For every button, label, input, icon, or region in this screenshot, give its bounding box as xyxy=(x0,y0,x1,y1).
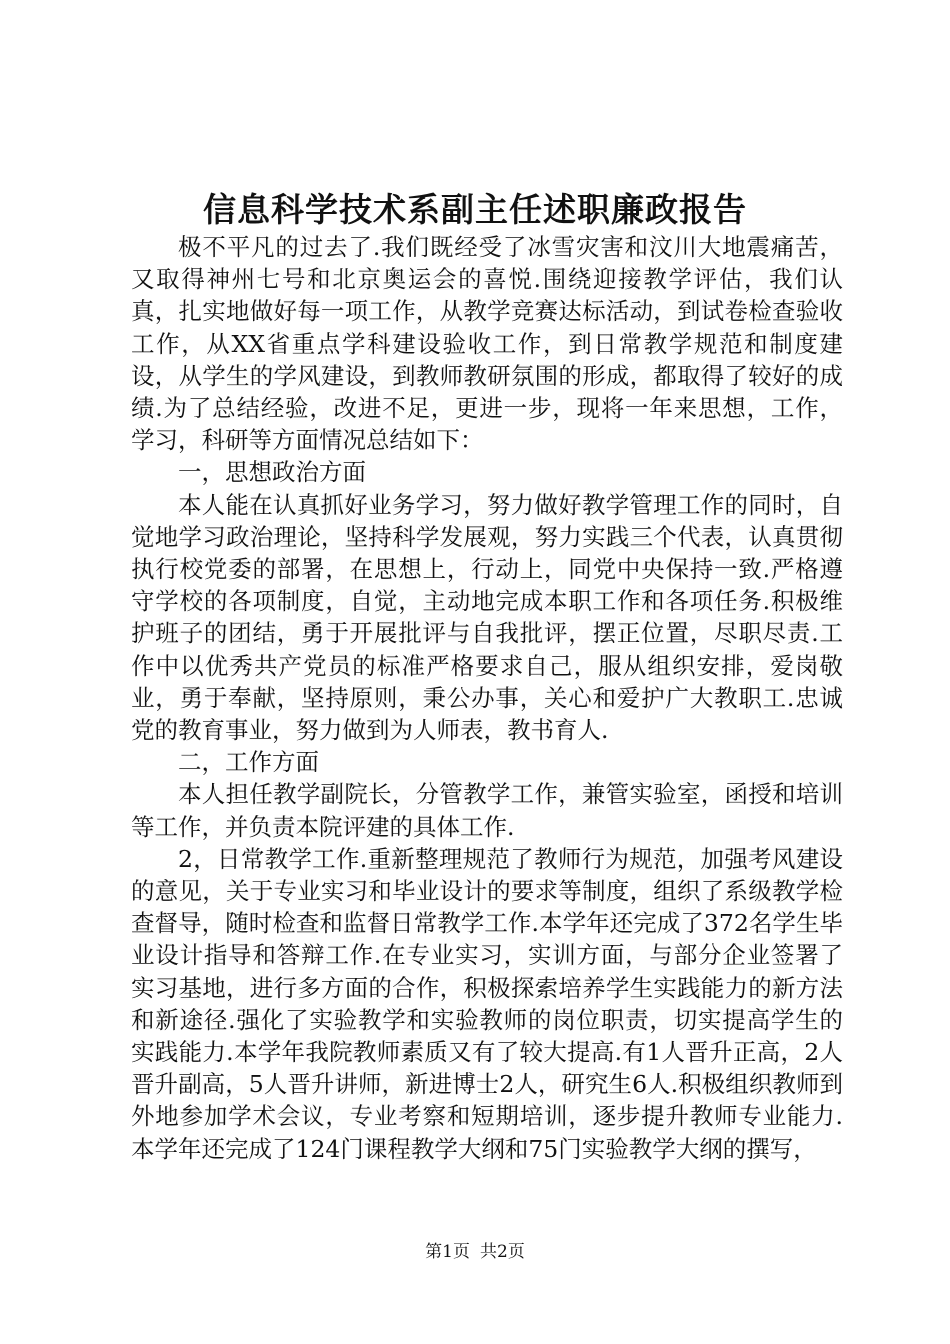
document-body xyxy=(131,231,843,1165)
paragraph-work-role: 本人担任教学副院长，分管教学工作，兼管实验室，函授和培训等工作，并负责本院评建的具体工作. xyxy=(131,780,843,841)
paragraph-daily-teaching: 2，日常教学工作.重新整理规范了教师行为规范，加强考风建设的意见，关于专业实习和毕业设计的要求等制度，组织了系级教学检查督导，随时检查和监督日常教学工作.本学年还完成了372名学生毕业设计指导和答辩工作.在专业实习，实训方面，与部分企业签署了实习基地，进行多方面的合作，积极探索培养学生实践能力的新方法和新途径.强化了实验教学和实验教师的岗位职责，切实提高学生的实践能力.本学年我院教师素质又有了较大提高.有1人晋升正高，2人晋升副高，5人晋升讲师，新进博士2人，研究生6人.积极组织教师到外地参加学术会议，专业考察和短期培训，逐步提升教师专业能力.本学年还完成了124门课程教学大纲和75门实验教学大纲的撰写， xyxy=(131,844,843,1163)
paragraph-politics: 本人能在认真抓好业务学习，努力做好教学管理工作的同时，自觉地学习政治理论，坚持科学发展观，努力实践三个代表，认真贯彻执行校党委的部署，在思想上，行动上，同党中央保持一致.严格遵守学校的各项制度，自觉，主动地完成本职工作和各项任务.积极维护班子的团结，勇于开展批评与自我批评，摆正位置，尽职尽责.工作中以优秀共产党员的标准严格要求自己，服从组织安排，爱岗敬业，勇于奉献，坚持原则，秉公办事，关心和爱护广大教职工.忠诚党的教育事业，努力做到为人师表，教书育人. xyxy=(131,490,843,745)
paragraph-intro: 极不平凡的过去了.我们既经受了冰雪灾害和汶川大地震痛苦，又取得神州七号和北京奥运会的喜悦.围绕迎接教学评估，我们认真，扎实地做好每一项工作，从教学竞赛达标活动，到试卷检查验收工作，从XX省重点学科建设验收工作，到日常教学规范和制度建设，从学生的学风建设，到教师教研氛围的形成，都取得了较好的成绩.为了总结经验，改进不足，更进一步，现将一年来思想，工作，学习，科研等方面情况总结如下： xyxy=(131,233,843,455)
section-heading-work: 二，工作方面 xyxy=(178,748,319,777)
page-total: 共2页 xyxy=(480,1242,525,1262)
document-title: 信息科学技术系副主任述职廉政报告 xyxy=(203,190,747,229)
page-number: 第1页 xyxy=(425,1242,470,1262)
page-footer xyxy=(0,1241,950,1263)
section-heading-politics: 一，思想政治方面 xyxy=(178,458,366,487)
